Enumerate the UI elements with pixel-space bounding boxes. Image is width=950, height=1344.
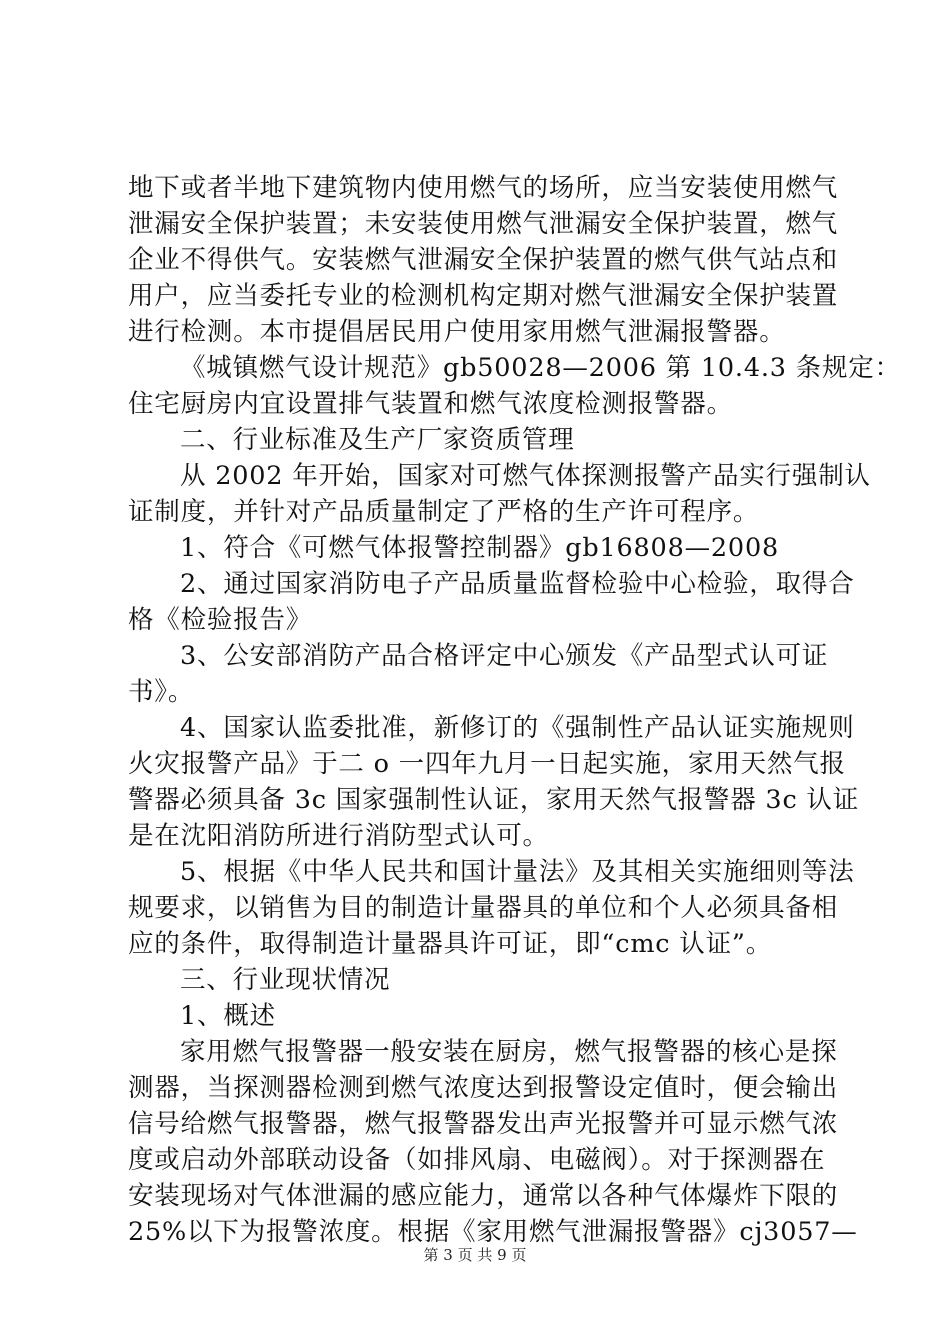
body-text-line: 火灾报警产品》于二 o 一四年九月一日起实施，家用天然气报 (128, 749, 846, 779)
body-text-line: 测器，当探测器检测到燃气浓度达到报警设定值时，便会输出 (128, 1073, 839, 1103)
body-text-line: 应的条件，取得制造计量器具许可证，即“cmc 认证”。 (128, 929, 773, 959)
section-heading: 二、行业标准及生产厂家资质管理 (180, 425, 575, 455)
body-text-line: 从 2002 年开始，国家对可燃气体探测报警产品实行强制认 (180, 461, 871, 491)
body-text-line: 是在沈阳消防所进行消防型式认可。 (128, 821, 549, 851)
body-text-line: 《城镇燃气设计规范》gb50028—2006 第 10.4.3 条规定： (180, 353, 901, 383)
body-text-line: 格《检验报告》 (128, 605, 313, 635)
body-text-line: 信号给燃气报警器，燃气报警器发出声光报警并可显示燃气浓 (128, 1109, 839, 1139)
body-text-line: 泄漏安全保护装置；未安装使用燃气泄漏安全保护装置，燃气 (128, 209, 839, 239)
list-item: 2、通过国家消防电子产品质量监督检验中心检验，取得合 (180, 569, 855, 599)
body-text-line: 度或启动外部联动设备（如排风扇、电磁阀）。对于探测器在 (128, 1145, 826, 1175)
subsection-heading: 1、概述 (180, 1001, 276, 1031)
body-text-line: 规要求，以销售为目的制造计量器具的单位和个人必须具备相 (128, 893, 839, 923)
body-text-line: 进行检测。本市提倡居民用户使用家用燃气泄漏报警器。 (128, 317, 786, 347)
page-number-footer: 第 3 页 共 9 页 (423, 1246, 527, 1264)
body-text-line: 警器必须具备 3c 国家强制性认证，家用天然气报警器 3c 认证 (128, 785, 860, 815)
list-item: 4、国家认监委批准，新修订的《强制性产品认证实施规则 (180, 713, 855, 743)
body-text-line: 安装现场对气体泄漏的感应能力，通常以各种气体爆炸下限的 (128, 1181, 839, 1211)
body-text-line: 企业不得供气。安装燃气泄漏安全保护装置的燃气供气站点和 (128, 245, 839, 275)
section-heading: 三、行业现状情况 (180, 965, 391, 995)
body-text-line: 用户，应当委托专业的检测机构定期对燃气泄漏安全保护装置 (128, 281, 839, 311)
body-text-line: 地下或者半地下建筑物内使用燃气的场所，应当安装使用燃气 (128, 173, 839, 203)
list-item: 1、符合《可燃气体报警控制器》gb16808—2008 (180, 533, 779, 563)
body-text-line: 家用燃气报警器一般安装在厨房，燃气报警器的核心是探 (180, 1037, 838, 1067)
list-item: 3、公安部消防产品合格评定中心颁发《产品型式认可证 (180, 641, 829, 671)
body-text-line: 书》。 (128, 677, 195, 707)
body-text-line: 25%以下为报警浓度。根据《家用燃气泄漏报警器》cj3057— (128, 1217, 858, 1247)
body-text-line: 住宅厨房内宜设置排气装置和燃气浓度检测报警器。 (128, 389, 733, 419)
list-item: 5、根据《中华人民共和国计量法》及其相关实施细则等法 (180, 857, 855, 887)
body-text-line: 证制度，并针对产品质量制定了严格的生产许可程序。 (128, 497, 760, 527)
